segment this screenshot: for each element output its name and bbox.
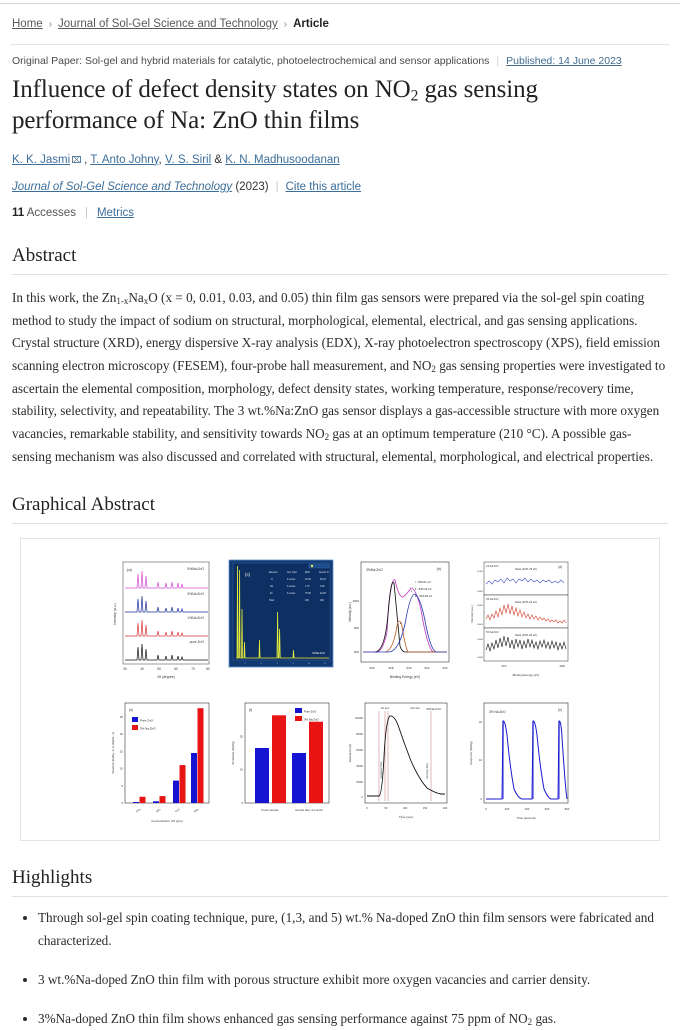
cite-article-link[interactable]: Cite this article [285, 180, 362, 193]
journal-name-link[interactable]: Journal of Sol-Gel Science and Technology [12, 180, 233, 193]
panel-repeatability [462, 695, 575, 826]
metrics-link[interactable]: Metrics [96, 206, 135, 219]
panel-xps-o1s [341, 554, 458, 685]
breadcrumb-separator-icon-2: › [283, 18, 288, 30]
svg-text:0: 0 [366, 806, 368, 810]
svg-text:Zn: Zn [270, 592, 273, 595]
abstract-s3: 2 [431, 364, 436, 375]
svg-text:10: 10 [307, 662, 311, 665]
highlight-text-1: Through sol-gel spin coating technique, pure, (1,3, and 5) wt.% Na-doped ZnO thin film sensors were fabricated and characterized. [38, 910, 654, 949]
svg-text:526: 526 [369, 665, 375, 670]
highlight-text-3: 3%Na-doped ZnO thin film shows enhanced gas sensing performance against 75 ppm of NO [38, 1010, 528, 1026]
breadcrumb-current: Article [293, 18, 329, 30]
breadcrumb-journal[interactable]: Journal of Sol-Gel Science and Technology [58, 18, 278, 30]
svg-text:(c): (c) [245, 571, 251, 577]
envelope-icon[interactable] [72, 156, 81, 163]
abstract-t2: Na [128, 289, 144, 305]
author-link-2[interactable]: T. Anto Johny [90, 153, 159, 166]
svg-text:ii: ii [411, 588, 413, 593]
author-link-4[interactable]: K. N. Madhusoodanan [225, 153, 340, 166]
svg-text:800: 800 [564, 806, 570, 811]
highlights-heading: Highlights [12, 867, 93, 889]
svg-text:Intensity (a.u.): Intensity (a.u.) [113, 603, 117, 625]
page-title [12, 75, 668, 137]
svg-text:10: 10 [478, 757, 482, 762]
svg-text:K series: K series [287, 592, 296, 595]
graphical-abstract-image [105, 554, 575, 826]
title-subscript: 2 [410, 87, 419, 105]
abstract-divider [12, 274, 668, 275]
svg-text:10000: 10000 [476, 623, 483, 626]
graphical-abstract-heading: Graphical Abstract [12, 494, 155, 516]
svg-text:Element: Element [269, 571, 278, 574]
svg-text:10: 10 [119, 766, 123, 771]
metrics-line [12, 207, 668, 219]
svg-text:NO₂: NO₂ [193, 806, 200, 814]
svg-text:530: 530 [406, 665, 412, 670]
svg-text:3% Na:ZnO: 3% Na:ZnO [304, 717, 319, 722]
author-link-3[interactable]: V. S. Siril [164, 153, 212, 166]
title-part-2: gas sensing performance of Na: ZnO thin films [12, 76, 538, 135]
svg-text:1%Na:ZnO: 1%Na:ZnO [187, 615, 204, 620]
svg-text:Intensity (a.u.): Intensity (a.u.) [470, 605, 474, 623]
svg-text:O: O [271, 578, 273, 581]
access-label: Accesses [26, 206, 76, 219]
svg-text:112 sec: 112 sec [410, 705, 420, 710]
svg-text:Concentration (75 ppm): Concentration (75 ppm) [151, 818, 183, 823]
svg-text:(d): (d) [558, 564, 562, 569]
svg-text:15: 15 [119, 749, 123, 754]
svg-text:iii: iii [400, 620, 402, 625]
svg-text:i - 529.61 eV: i - 529.61 eV [415, 579, 431, 584]
svg-text:60000: 60000 [356, 748, 363, 752]
abstract-t5: gas at an optimum temperature (210 °C). A possible gas-sensing mechanism was also discussed and correlated with structural, elemental, morphological, and electrical properties. [12, 426, 654, 464]
panel-edx [225, 554, 337, 685]
svg-text:10500: 10500 [476, 638, 483, 641]
journal-divider: | [275, 180, 279, 193]
abstract-t3: O (x = 0, 0.01, 0.03, and 0.05) thin film gas sensors were prepared via the sol-gel spin coating method to study the impact of sodium on structural, morphological, elemental, electrical, and gas sensing applications. Crystal structure (XRD), energy dispersive X-ray analysis (EDX), X-ray photoelectron spectroscopy (XPS), field emission scanning electron microscopy (FESEM), four-probe hall measurement, and NO [12, 289, 660, 373]
abstract-t1: In this work, the Zn [12, 289, 117, 305]
abstract-heading: Abstract [12, 244, 77, 266]
panel-xps-na1s [462, 554, 575, 685]
svg-text:800: 800 [353, 625, 359, 630]
svg-text:3.05: 3.05 [320, 585, 325, 588]
svg-text:200: 200 [442, 806, 448, 810]
highlight-tail-3: gas. [532, 1010, 557, 1026]
list-item [38, 907, 668, 952]
graphical-abstract-divider [12, 523, 668, 524]
svg-text:22.65: 22.65 [305, 578, 311, 581]
highlight-sub-3: 2 [527, 1016, 533, 1027]
svg-text:11000: 11000 [477, 570, 483, 573]
svg-text:5%Na:ZnO: 5%Na:ZnO [187, 566, 204, 571]
list-item [38, 969, 668, 992]
svg-text:Response (Ra/Rg): Response (Ra/Rg) [469, 741, 473, 765]
svg-text:532: 532 [424, 665, 430, 670]
svg-text:42.83: 42.83 [320, 592, 326, 595]
svg-text:3%Na:ZnO: 3%Na:ZnO [312, 651, 325, 655]
breadcrumb [10, 4, 670, 40]
panel-xrd [105, 554, 221, 685]
svg-text:150: 150 [422, 806, 428, 810]
svg-text:Response Time: Response Time [380, 761, 383, 779]
svg-text:(h): (h) [558, 707, 562, 712]
svg-text:200: 200 [504, 806, 510, 811]
svg-text:10500: 10500 [476, 604, 483, 607]
svg-text:0: 0 [480, 796, 482, 801]
svg-text:50: 50 [157, 666, 161, 671]
svg-text:i: i [391, 586, 392, 591]
svg-text:iii - 531.45 eV: iii - 531.45 eV [415, 593, 433, 598]
svg-text:(e): (e) [129, 707, 134, 712]
breadcrumb-separator-icon: › [48, 18, 53, 30]
svg-text:Binding Energy (eV): Binding Energy (eV) [389, 674, 421, 679]
svg-text:20: 20 [119, 732, 123, 737]
svg-text:Binding Energy (eV): Binding Energy (eV) [512, 672, 540, 677]
svg-text:100: 100 [305, 599, 309, 602]
breadcrumb-home[interactable]: Home [12, 18, 43, 30]
svg-text:80000: 80000 [356, 732, 363, 736]
author-link-1[interactable]: K. K. Jasmi [12, 153, 71, 166]
abstract-s1: 1-x [116, 296, 129, 307]
graphical-abstract-figure[interactable] [20, 538, 660, 841]
svg-text:Atomic %: Atomic % [319, 571, 329, 574]
svg-text:(b): (b) [436, 566, 441, 571]
journal-year: (2023) [235, 180, 269, 193]
svg-text:8: 8 [292, 662, 294, 665]
highlight-text-2: 3 wt.%Na-doped ZnO thin film with porous structure exhibit more oxygen vacancies and carrier density. [38, 971, 591, 987]
svg-text:ii - 530.16 eV: ii - 530.16 eV [415, 586, 432, 591]
svg-text:CO₂: CO₂ [135, 806, 142, 814]
journal-citation-line [12, 181, 668, 193]
svg-text:Time (sec): Time (sec) [398, 814, 414, 819]
article-type-label: Original Paper: Sol-gel and hybrid materials for catalytic, photoelectrochemical and sensor applications [12, 55, 490, 67]
svg-text:400: 400 [524, 806, 530, 811]
svg-text:Recovery Time: Recovery Time [426, 762, 429, 779]
svg-text:4: 4 [260, 662, 262, 665]
article-page [0, 4, 680, 1030]
svg-text:600: 600 [353, 649, 359, 654]
svg-text:20: 20 [478, 719, 482, 724]
svg-text:Pure ZnO: Pure ZnO [140, 718, 154, 723]
author-ampersand: & [211, 153, 226, 166]
svg-text:2θ (degree): 2θ (degree) [157, 674, 175, 679]
svg-text:70: 70 [191, 666, 195, 671]
svg-text:K series: K series [287, 578, 296, 581]
svg-text:40000: 40000 [356, 764, 363, 768]
svg-text:Na1s (1071.22 eV): Na1s (1071.22 eV) [515, 600, 537, 604]
svg-text:80: 80 [206, 666, 210, 671]
svg-text:3%Na:ZnO: 3%Na:ZnO [187, 591, 204, 596]
svg-text:3%Na:ZnO: 3%Na:ZnO [366, 567, 383, 572]
access-count: 11 [12, 206, 25, 219]
svg-text:25: 25 [119, 714, 123, 719]
svg-text:Na: Na [270, 585, 273, 588]
svg-text:20: 20 [239, 734, 243, 739]
figure-row-bottom [105, 695, 575, 826]
svg-text:100: 100 [402, 806, 408, 810]
svg-text:528: 528 [388, 665, 394, 670]
svg-text:pure ZnO: pure ZnO [189, 639, 204, 644]
svg-text:40: 40 [140, 666, 144, 671]
svg-text:K series: K series [287, 585, 296, 588]
svg-text:1068: 1068 [559, 664, 565, 668]
svg-text:6: 6 [276, 662, 278, 665]
published-date-link[interactable]: Published: 14 June 2023 [506, 55, 622, 67]
svg-text:0: 0 [361, 795, 363, 799]
highlights-list [12, 907, 668, 1030]
svg-text:10 sec: 10 sec [380, 705, 390, 710]
svg-text:Fresh sample: Fresh sample [261, 807, 279, 812]
svg-text:NH₃: NH₃ [155, 806, 162, 814]
svg-text:Wt%: Wt% [305, 571, 310, 574]
svg-text:10000: 10000 [476, 656, 483, 659]
figure-row-top [105, 554, 575, 685]
svg-text:sample after 3 months: sample after 3 months [295, 807, 323, 812]
svg-text:(f): (f) [249, 707, 253, 712]
abstract-s4: 2 [324, 432, 330, 443]
svg-text:Resistance (Ω): Resistance (Ω) [348, 743, 352, 763]
panel-stability-bar [225, 695, 337, 826]
svg-text:10000: 10000 [476, 590, 483, 593]
svg-text:Sensitivity (Ra/Rg): Sensitivity (Ra/Rg) [231, 741, 235, 765]
svg-text:1% Na:ZnO: 1% Na:ZnO [486, 564, 499, 568]
svg-text:60: 60 [174, 666, 178, 671]
svg-text:Na1s (1071.79 eV): Na1s (1071.79 eV) [515, 567, 537, 571]
svg-text:0: 0 [485, 806, 487, 811]
svg-text:Na1s (1071.02 eV): Na1s (1071.02 eV) [515, 633, 537, 637]
svg-text:Line Type: Line Type [287, 571, 297, 574]
svg-text:30: 30 [123, 666, 127, 671]
svg-text:0: 0 [241, 800, 243, 805]
svg-text:50: 50 [384, 806, 388, 810]
svg-text:54.12: 54.12 [320, 578, 326, 581]
author-comma-1: , [84, 153, 91, 166]
svg-text:Total: Total [269, 599, 274, 602]
panel-selectivity-bar [105, 695, 221, 826]
svg-text:75.60: 75.60 [305, 592, 311, 595]
svg-text:5% Na:ZnO: 5% Na:ZnO [486, 630, 499, 634]
svg-text:5: 5 [121, 783, 123, 788]
list-item [38, 1008, 668, 1030]
svg-text:2: 2 [244, 662, 246, 665]
svg-text:20000: 20000 [356, 780, 363, 784]
svg-text:Pure ZnO: Pure ZnO [304, 709, 317, 714]
svg-text:3% Na:ZnO: 3% Na:ZnO [489, 709, 506, 714]
svg-text:Sensitivity (Ra/Rg −1) or (Rg/: Sensitivity (Ra/Rg −1) or (Rg/Ra −1) [112, 732, 115, 774]
meta-divider: | [496, 55, 500, 67]
abstract-text [12, 287, 668, 469]
svg-text:3% Na:ZnO: 3% Na:ZnO [140, 726, 156, 731]
svg-text:100: 100 [320, 599, 324, 602]
abstract-s2: x [143, 296, 149, 307]
svg-text:(a): (a) [127, 566, 132, 572]
author-comma-2: , [158, 153, 165, 166]
svg-text:3% Na:ZnO: 3% Na:ZnO [486, 597, 499, 601]
svg-text:100000: 100000 [355, 716, 363, 720]
highlights-divider [12, 896, 668, 897]
svg-text:Time (second): Time (second) [516, 815, 536, 820]
svg-text:1000: 1000 [352, 598, 359, 603]
svg-text:534: 534 [442, 665, 448, 670]
panel-response-recovery [341, 695, 458, 826]
svg-text:0: 0 [121, 800, 123, 805]
svg-text:1.75: 1.75 [305, 585, 310, 588]
svg-text:H₂S: H₂S [174, 807, 181, 814]
svg-text:1074: 1074 [501, 664, 507, 668]
svg-text:3%Na:ZnO: 3%Na:ZnO [426, 706, 441, 711]
title-part-1: Influence of defect density states on NO [12, 76, 411, 103]
author-list [12, 154, 668, 166]
svg-text:10: 10 [239, 767, 243, 772]
svg-text:Intensity (a.u.): Intensity (a.u.) [348, 601, 352, 623]
abstract-t4: gas sensing properties were investigated to ascertain the elemental composition, morphology, defect density states, working temperature, response/recovery time, stability, selectivity, and repeatability. The 3 wt.%Na:ZnO gas sensor displays a gas-accessible structure with more oxygen vacancies, remarkable stability, and sensitivity towards NO [12, 357, 666, 442]
svg-text:12: 12 [323, 662, 327, 665]
article-meta-row [10, 45, 670, 69]
svg-text:600: 600 [544, 806, 550, 811]
metrics-divider: | [84, 206, 88, 219]
